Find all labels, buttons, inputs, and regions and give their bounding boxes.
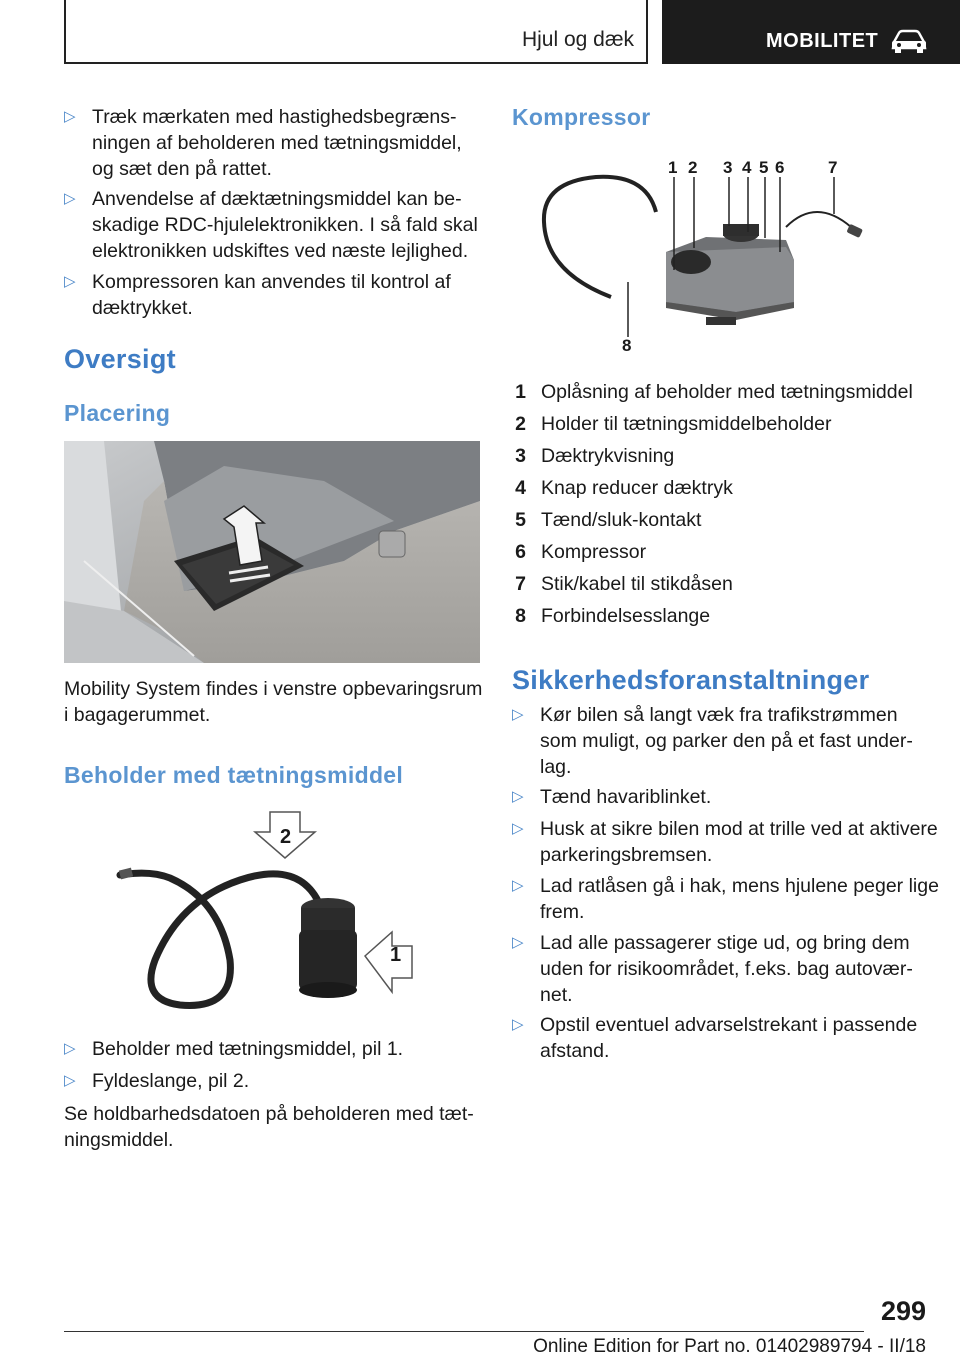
bullet-text: Kompressoren kan anvendes til kontrol af dæktrykket. [92, 271, 451, 319]
legend-number: 2 [515, 413, 526, 435]
heading-oversigt: Oversigt [64, 344, 176, 374]
bullet-item-2 [64, 186, 508, 264]
holdbarhed-text: Se holdbarhedsdatoen på beholderen med tæt‐ ningsmiddel. [64, 1103, 474, 1151]
legend-text: Forbindelsesslange [541, 605, 711, 627]
figure-label-4: 4 [742, 158, 752, 177]
header-chapter-title: MOBILITET [766, 30, 879, 52]
legend-number: 5 [515, 509, 526, 531]
bullet-text: Husk at sikre bilen mod at trille ved at aktivere parkeringsbremsen. [540, 818, 938, 866]
sealant-container-figure [110, 810, 420, 1016]
legend-text: Oplåsning af beholder med tætningsmiddel [541, 381, 913, 403]
bullet-triangle-icon: ▷ [64, 1072, 76, 1089]
legend-text: Tænd/sluk-kontakt [541, 509, 702, 531]
bullet-triangle-icon: ▷ [64, 190, 76, 207]
bullet-text: Lad ratlåsen gå i hak, mens hjulene peger lige frem. [540, 875, 939, 923]
heading-placering: Placering [64, 400, 171, 426]
arrow-1-label: 1 [390, 944, 402, 966]
bullet-item-sikkerhed-2 [512, 784, 960, 810]
footer-divider [64, 1331, 864, 1332]
figure-label-7: 7 [828, 158, 838, 177]
legend-number: 3 [515, 445, 526, 467]
bullet-item-sikkerhed-5 [512, 930, 960, 1008]
bullet-triangle-icon: ▷ [512, 788, 524, 805]
bullet-text: Opstil eventuel advarselstrekant i passende afstand. [540, 1014, 918, 1062]
heading-kompressor: Kompressor [512, 104, 651, 130]
edition-text: Online Edition for Part no. 01402989794 - II/18 [533, 1336, 926, 1357]
heading-sikkerhed: Sikkerhedsforanstaltninger [512, 665, 870, 695]
bullet-item-sikkerhed-1 [512, 702, 960, 780]
trunk-location-photo [64, 441, 480, 663]
bullet-triangle-icon: ▷ [512, 877, 524, 894]
bullet-triangle-icon: ▷ [512, 1016, 524, 1033]
figure-label-2: 2 [688, 158, 698, 177]
bullet-item-sikkerhed-4 [512, 873, 960, 925]
legend-number: 7 [515, 573, 526, 595]
bullet-triangle-icon: ▷ [64, 1040, 76, 1057]
legend-number: 6 [515, 541, 526, 563]
legend-text: Kompressor [541, 541, 647, 563]
car-icon [890, 28, 928, 54]
heading-beholder: Beholder med tætningsmiddel [64, 762, 404, 788]
bullet-text: Kør bilen så langt væk fra trafikstrømmen som muligt, og parker den på et fast under‐ lag. [540, 704, 913, 778]
bullet-item-sikkerhed-3 [512, 816, 960, 868]
arrow-2-label: 2 [280, 826, 292, 848]
legend-text: Dæktrykvisning [541, 445, 675, 467]
bullet-item-1 [64, 104, 508, 182]
figure-label-5: 5 [759, 158, 769, 177]
bullet-item-beholder-2 [64, 1068, 508, 1094]
bullet-item-beholder-1 [64, 1036, 508, 1062]
legend-number: 8 [515, 605, 526, 627]
legend-text: Stik/kabel til stikdåsen [541, 573, 733, 595]
bullet-text: Tænd havariblinket. [540, 786, 712, 808]
page-number: 299 [880, 1296, 926, 1326]
legend-text: Knap reducer dæktryk [541, 477, 733, 499]
bullet-text: Anvendelse af dæktætningsmiddel kan be‐ skadige RDC-hjulelektronikken. I så fald skal elektronikken udskiftes ved næste lejlighed. [92, 188, 478, 262]
bullet-text: Beholder med tætningsmiddel, pil 1. [92, 1038, 404, 1060]
bullet-text: Lad alle passagerer stige ud, og bring dem uden for risikoområdet, f.eks. bag autovær‐ net. [540, 932, 913, 1006]
bullet-triangle-icon: ▷ [64, 108, 76, 125]
bullet-item-3 [64, 269, 508, 321]
header-section-box [64, 0, 648, 64]
bullet-triangle-icon: ▷ [512, 934, 524, 951]
placering-text: Mobility System findes i venstre opbevaringsrum i bagagerummet. [64, 678, 483, 726]
figure-label-8: 8 [622, 336, 632, 355]
legend-number: 1 [515, 381, 526, 403]
bullet-text: Træk mærkaten med hastighedsbegræns‐ ningen af beholderen med tætningsmiddel, og sæt den på rattet. [92, 106, 462, 180]
header-section-title: Hjul og dæk [521, 28, 634, 51]
bullet-text: Fyldeslange, pil 2. [92, 1070, 250, 1092]
figure-label-3: 3 [723, 158, 733, 177]
figure-label-6: 6 [775, 158, 785, 177]
bullet-triangle-icon: ▷ [512, 706, 524, 723]
compressor-figure [536, 152, 866, 360]
bullet-triangle-icon: ▷ [64, 273, 76, 290]
bullet-item-sikkerhed-6 [512, 1012, 960, 1064]
legend-text: Holder til tætningsmiddelbeholder [541, 413, 832, 435]
bullet-triangle-icon: ▷ [512, 820, 524, 837]
figure-label-1: 1 [668, 158, 678, 177]
legend-number: 4 [515, 477, 526, 499]
header-chapter-box [662, 0, 960, 64]
